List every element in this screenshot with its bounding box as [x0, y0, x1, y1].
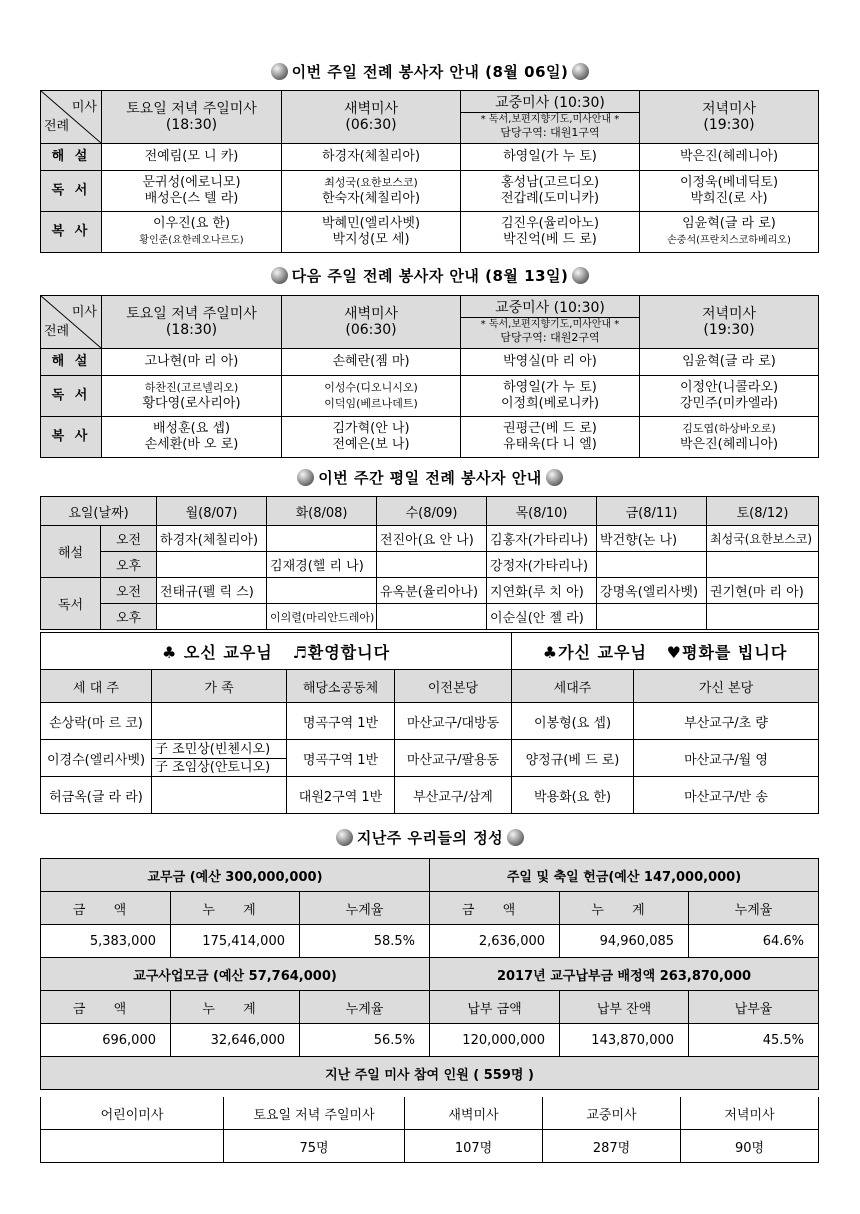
table-corner: 미사 전례	[41, 91, 102, 144]
bullet-ball-icon	[546, 469, 563, 486]
family-member: 子 조민상(빈첸시오)	[152, 741, 286, 759]
server-cell: 하영일(가 누 토) 이정희(베로니카)	[461, 376, 640, 417]
weekday-cell: 박건향(논 나)	[597, 526, 707, 552]
bullet-ball-icon	[336, 829, 353, 846]
weekday-cell	[707, 552, 819, 578]
col-label: 금 액	[41, 991, 171, 1024]
server-cell: 손혜란(젬 마)	[282, 349, 461, 376]
bullet-ball-icon	[271, 63, 288, 80]
attendance-header: 저녁미사	[681, 1097, 819, 1130]
group-label-reading: 독서	[41, 578, 101, 630]
amount-value: 58.5%	[300, 925, 430, 958]
club-icon: ♣	[542, 642, 559, 662]
header-dawn-mass: 새벽미사 (06:30)	[282, 91, 461, 144]
col-label: 납부 잔액	[560, 991, 689, 1024]
weekday-cell: 최성국(요한보스코)	[707, 526, 819, 552]
col-header: 세대주	[512, 670, 634, 703]
weekday-title: 이번 주간 평일 전례 봉사자 안내	[0, 467, 860, 488]
attendance-header: 교중미사	[543, 1097, 681, 1130]
server-cell: 이정안(니콜라오) 강민주(미카엘라)	[640, 376, 819, 417]
col-label: 누계율	[689, 892, 819, 925]
server-cell: 하영일(가 누 토)	[461, 144, 640, 171]
music-note-icon: ♬	[292, 642, 308, 662]
weekday-cell	[707, 604, 819, 630]
server-cell: 박혜민(엘리사벳) 박지성(모 세)	[282, 212, 461, 253]
header-saturday-mass: 토요일 저녁 주일미사 (18:30)	[102, 296, 282, 349]
header-evening-mass: 저녁미사 (19:30)	[640, 91, 819, 144]
family-member: 子 조임상(안토니오)	[155, 759, 271, 775]
server-cell: 김도엽(하상바오로) 박은진(헤레니아)	[640, 417, 819, 458]
family-cell	[152, 740, 287, 777]
col-header: 가신 본당	[634, 670, 819, 703]
col-label: 누계율	[300, 991, 430, 1024]
header-main-mass: 교중미사 (10:30) * 독서,보편지향기도,미사안내 * 담당구역: 대원1구역	[461, 91, 640, 144]
attendance-value	[41, 1130, 224, 1163]
col-label: 누 계	[171, 991, 300, 1024]
day-header: 목(8/10)	[487, 497, 597, 526]
col-label: 누 계	[171, 892, 300, 925]
community-cell: 명곡구역 1반	[287, 703, 395, 740]
household-head: 손상락(마 르 코)	[41, 703, 152, 740]
day-header: 수(8/09)	[377, 497, 487, 526]
previous-parish: 마산교구/대방동	[395, 703, 512, 740]
household-head: 허금옥(글 라 라)	[41, 777, 152, 814]
row-label-altar-server: 복 사	[41, 212, 102, 253]
heart-icon: ♥	[666, 642, 682, 662]
day-header: 토(8/12)	[707, 497, 819, 526]
server-cell: 배성훈(요 셉) 손세환(바 오 로)	[102, 417, 282, 458]
header-dawn-mass: 새벽미사 (06:30)	[282, 296, 461, 349]
weekday-cell	[157, 604, 267, 630]
bullet-ball-icon	[572, 63, 589, 80]
amount-value: 120,000,000	[430, 1024, 560, 1057]
weekday-cell: 강명옥(엘리사벳)	[597, 578, 707, 604]
server-cell: 임윤혁(글 라 로) 손중석(프란치스코하베리오)	[640, 212, 819, 253]
weekday-cell: 전태규(펠 릭 스)	[157, 578, 267, 604]
col-label: 누계율	[300, 892, 430, 925]
amount-value: 32,646,000	[171, 1024, 300, 1057]
attendance-table	[40, 1097, 819, 1163]
server-cell: 권평근(베 드 로) 유태욱(다 니 엘)	[461, 417, 640, 458]
attendance-value: 90명	[681, 1130, 819, 1163]
weekday-table	[40, 496, 819, 630]
bullet-ball-icon	[297, 469, 314, 486]
offering-title: 지난주 우리들의 정성	[0, 827, 860, 848]
server-cell: 하경자(체칠리아)	[282, 144, 461, 171]
weekday-cell	[377, 604, 487, 630]
this-week-table	[40, 90, 819, 253]
this-week-title: 이번 주일 전례 봉사자 안내 (8월 06일)	[0, 61, 860, 82]
weekday-cell: 하경자(체칠리아)	[157, 526, 267, 552]
departed-parish: 마산교구/반 송	[634, 777, 819, 814]
departed-head: 박용화(요 한)	[512, 777, 634, 814]
server-cell: 김가혁(안 나) 전예은(보 나)	[282, 417, 461, 458]
col-label: 금 액	[430, 892, 560, 925]
time-label: 오후	[101, 604, 157, 630]
weekday-cell: 이의렬(마리안드레아)	[267, 604, 377, 630]
server-cell: 최성국(요한보스코) 한숙자(체칠리아)	[282, 171, 461, 212]
header-main-mass: 교중미사 (10:30) * 독서,보편지향기도,미사안내 * 담당구역: 대원2구역	[461, 296, 640, 349]
amount-value: 64.6%	[689, 925, 819, 958]
amount-value: 2,636,000	[430, 925, 560, 958]
weekday-cell: 강정자(가타리나)	[487, 552, 597, 578]
attendance-value: 287명	[543, 1130, 681, 1163]
server-cell: 김진우(율리아노) 박진억(베 드 로)	[461, 212, 640, 253]
next-week-table	[40, 295, 819, 458]
server-cell: 박은진(헤레니아)	[640, 144, 819, 171]
server-cell: 이성수(디오니시오) 이덕임(베르나데트)	[282, 376, 461, 417]
offering-table	[40, 858, 819, 1090]
time-label: 오전	[101, 578, 157, 604]
weekday-cell	[597, 604, 707, 630]
col-header: 세 대 주	[41, 670, 152, 703]
family-cell	[152, 777, 287, 814]
row-label-altar-server: 복 사	[41, 417, 102, 458]
weekday-cell: 전진아(요 안 나)	[377, 526, 487, 552]
weekday-cell	[157, 552, 267, 578]
server-cell: 전예림(모 니 카)	[102, 144, 282, 171]
attendance-value: 107명	[405, 1130, 543, 1163]
weekday-cell: 권기현(마 리 아)	[707, 578, 819, 604]
departed-parish: 부산교구/초 량	[634, 703, 819, 740]
family-cell	[152, 703, 287, 740]
time-label: 오후	[101, 552, 157, 578]
bullet-ball-icon	[572, 267, 589, 284]
server-cell: 이정욱(베네딕토) 박희진(로 사)	[640, 171, 819, 212]
household-head: 이경수(엘리사벳)	[41, 740, 152, 777]
farewell-banner: ♣가신 교우님 ♥평화를 빕니다	[512, 633, 819, 670]
day-header: 금(8/11)	[597, 497, 707, 526]
weekday-cell: 지연화(루 치 아)	[487, 578, 597, 604]
weekday-cell	[267, 526, 377, 552]
departed-head: 양정규(베 드 로)	[512, 740, 634, 777]
server-cell: 하찬진(고르넬리오) 황다영(로사리아)	[102, 376, 282, 417]
row-label-reading: 독 서	[41, 376, 102, 417]
group-label-commentary: 해설	[41, 526, 101, 578]
amount-value: 175,414,000	[171, 925, 300, 958]
header-saturday-mass: 토요일 저녁 주일미사 (18:30)	[102, 91, 282, 144]
time-label: 오전	[101, 526, 157, 552]
block-title: 주일 및 축일 헌금(예산 147,000,000)	[430, 859, 819, 892]
attendance-value: 75명	[224, 1130, 405, 1163]
attendance-header: 어린이미사	[41, 1097, 224, 1130]
day-header: 화(8/08)	[267, 497, 377, 526]
previous-parish: 부산교구/삼계	[395, 777, 512, 814]
block-title: 2017년 교구납부금 배정액 263,870,000	[430, 958, 819, 991]
welcome-banner: ♣ 오신 교우님 ♬환영합니다	[41, 633, 512, 670]
attendance-header: 토요일 저녁 주일미사	[224, 1097, 405, 1130]
col-header: 이전본당	[395, 670, 512, 703]
weekday-cell: 김홍자(가타리나)	[487, 526, 597, 552]
row-label-reading: 독 서	[41, 171, 102, 212]
server-cell: 고나현(마 리 아)	[102, 349, 282, 376]
col-label: 누 계	[560, 892, 689, 925]
server-cell: 문귀성(에로니모) 배성은(스 텔 라)	[102, 171, 282, 212]
club-icon: ♣	[161, 642, 178, 662]
block-title: 교무금 (예산 300,000,000)	[41, 859, 430, 892]
community-cell: 명곡구역 1반	[287, 740, 395, 777]
row-label-commentary: 해 설	[41, 144, 102, 171]
weekday-cell	[267, 578, 377, 604]
weekday-cell: 이순실(안 젤 라)	[487, 604, 597, 630]
weekday-cell	[377, 552, 487, 578]
server-cell: 임윤혁(글 라 로)	[640, 349, 819, 376]
bullet-ball-icon	[507, 829, 524, 846]
departed-parish: 마산교구/월 영	[634, 740, 819, 777]
header-evening-mass: 저녁미사 (19:30)	[640, 296, 819, 349]
attendance-header: 새벽미사	[405, 1097, 543, 1130]
col-label: 납부율	[689, 991, 819, 1024]
server-cell: 이우진(요 한) 황인준(요한레오나르도)	[102, 212, 282, 253]
col-header: 가 족	[152, 670, 287, 703]
amount-value: 45.5%	[689, 1024, 819, 1057]
amount-value: 56.5%	[300, 1024, 430, 1057]
server-cell: 홍성남(고르디오) 전갑례(도미니카)	[461, 171, 640, 212]
amount-value: 143,870,000	[560, 1024, 689, 1057]
welcome-farewell-table	[40, 632, 819, 814]
col-label: 납부 금액	[430, 991, 560, 1024]
weekday-cell	[597, 552, 707, 578]
amount-value: 94,960,085	[560, 925, 689, 958]
previous-parish: 마산교구/팔용동	[395, 740, 512, 777]
col-header: 해당소공동체	[287, 670, 395, 703]
day-header: 월(8/07)	[157, 497, 267, 526]
server-cell: 박영실(마 리 아)	[461, 349, 640, 376]
row-label-commentary: 해 설	[41, 349, 102, 376]
col-label: 금 액	[41, 892, 171, 925]
table-corner: 미사 전례	[41, 296, 102, 349]
next-week-title: 다음 주일 전례 봉사자 안내 (8월 13일)	[0, 265, 860, 286]
amount-value: 696,000	[41, 1024, 171, 1057]
departed-head: 이봉형(요 셉)	[512, 703, 634, 740]
weekday-cell: 유옥분(율리아나)	[377, 578, 487, 604]
amount-value: 5,383,000	[41, 925, 171, 958]
block-title: 교구사업모금 (예산 57,764,000)	[41, 958, 430, 991]
bullet-ball-icon	[271, 267, 288, 284]
weekday-header: 요일(날짜)	[41, 497, 157, 526]
community-cell: 대원2구역 1반	[287, 777, 395, 814]
weekday-cell: 김재경(헬 리 나)	[267, 552, 377, 578]
attendance-title: 지난 주일 미사 참여 인원 ( 559명 )	[41, 1057, 819, 1090]
